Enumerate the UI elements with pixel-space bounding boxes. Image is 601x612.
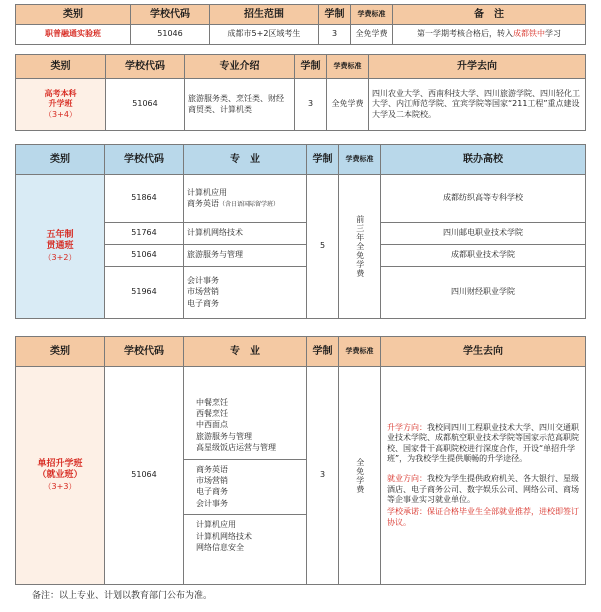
remark-highlight: 成都铁中 xyxy=(513,29,545,39)
school-code: 51064 xyxy=(105,367,184,585)
school-code: 51964 xyxy=(105,267,184,319)
enroll-scope: 成都市5+2区域考生 xyxy=(210,25,319,45)
fee: 全免学费 xyxy=(339,367,381,585)
header-years: 学制 xyxy=(307,145,339,175)
header-category: 类别 xyxy=(16,5,131,25)
header-school-code: 学校代码 xyxy=(105,145,184,175)
header-fee: 学费标准 xyxy=(327,55,369,79)
school-code: 51064 xyxy=(105,245,184,267)
partner-college: 四川邮电职业技术学院 xyxy=(381,223,586,245)
header-remark: 备 注 xyxy=(393,5,586,25)
header-category: 类别 xyxy=(16,55,106,79)
header-major: 专 业 xyxy=(184,337,307,367)
header-category: 类别 xyxy=(16,145,105,175)
header-fee: 学费标准 xyxy=(339,145,381,175)
fee: 全免学费 xyxy=(327,79,369,131)
major-groups xyxy=(184,367,307,585)
school-code: 51864 xyxy=(105,175,184,223)
class-name: 五年制 贯通班 （3+2） xyxy=(16,175,105,319)
partner-college: 四川财经职业学院 xyxy=(381,267,586,319)
major-cell: 计算机网络技术 xyxy=(184,223,307,245)
header-fee: 学费标准 xyxy=(351,5,393,25)
class-name: 单招升学班 （就业班） （3+3） xyxy=(16,367,105,585)
major-group-business: 商务英语 市场营销 电子商务 会计事务 xyxy=(184,459,306,515)
years: 5 xyxy=(307,175,339,319)
header-major-intro: 专业介绍 xyxy=(185,55,295,79)
fee: 前三年全免学费 xyxy=(339,175,381,319)
header-destination: 升学去向 xyxy=(369,55,586,79)
destination: 四川农业大学、西南科技大学、四川旅游学院、四川轻化工大学、内江师范学院、宜宾学院等国家“211工程”重点建设大学及二本院校。 xyxy=(369,79,586,131)
major-cell: 计算机应用 商务英语（含日语国际留学班） xyxy=(184,175,307,223)
header-fee: 学费标准 xyxy=(339,337,381,367)
header-years: 学制 xyxy=(307,337,339,367)
header-student-destination: 学生去向 xyxy=(381,337,586,367)
major-cell: 会计事务 市场营销 电子商务 xyxy=(184,267,307,319)
partner-college: 成都职业技术学院 xyxy=(381,245,586,267)
class-name: 职普融通实验班 xyxy=(16,25,131,45)
partner-college: 成都纺织高等专科学校 xyxy=(381,175,586,223)
school-code: 51064 xyxy=(106,79,185,131)
school-code: 51046 xyxy=(131,25,210,45)
header-major: 专 业 xyxy=(184,145,307,175)
student-destination: 升学方向：我校同四川工程职业技术大学、四川交通职业技术学院、成都航空职业技术学院等国家示范高职院校、国家骨干高职院校进行深度合作，开设“单招升学班”，为我校学生提供顺畅的升学途径。 就业方向：我校为学生提供政府机关、各大银行、星级酒店、电子商务公司、数字娱乐公司、网络公司、商场等企事业实习就业单位。 学校承诺：保证合格毕业生全部就业推荐，进校即签订协议。 xyxy=(381,367,586,585)
header-years: 学制 xyxy=(319,5,351,25)
remark: 第一学期考核合格后，转入成都铁中学习 xyxy=(393,25,586,45)
years: 3 xyxy=(295,79,327,131)
major-intro: 旅游服务类、烹饪类、财经商贸类、计算机类 xyxy=(185,79,295,131)
footnote: 备注：以上专业、计划以教育部门公布为准。 xyxy=(32,591,213,601)
years: 3 xyxy=(307,367,339,585)
school-code: 51764 xyxy=(105,223,184,245)
table-single-exam xyxy=(15,336,586,585)
header-school-code: 学校代码 xyxy=(106,55,185,79)
header-school-code: 学校代码 xyxy=(105,337,184,367)
header-category: 类别 xyxy=(16,337,105,367)
header-school-code: 学校代码 xyxy=(131,5,210,25)
fee: 全免学费 xyxy=(351,25,393,45)
table-vocational-general xyxy=(15,4,586,45)
major-group-culinary: 中餐烹饪 西餐烹饪 中西面点 旅游服务与管理 高星级饭店运营与管理 xyxy=(196,397,276,453)
major-group-computer: 计算机应用 计算机网络技术 网络信息安全 xyxy=(184,514,306,558)
header-years: 学制 xyxy=(295,55,327,79)
years: 3 xyxy=(319,25,351,45)
header-partner-college: 联办高校 xyxy=(381,145,586,175)
table-college-prep xyxy=(15,54,586,131)
header-enroll-scope: 招生范围 xyxy=(210,5,319,25)
class-name: 高考本科 升学班 （3+4） xyxy=(16,79,106,131)
major-cell: 旅游服务与管理 xyxy=(184,245,307,267)
table-five-year xyxy=(15,144,586,319)
